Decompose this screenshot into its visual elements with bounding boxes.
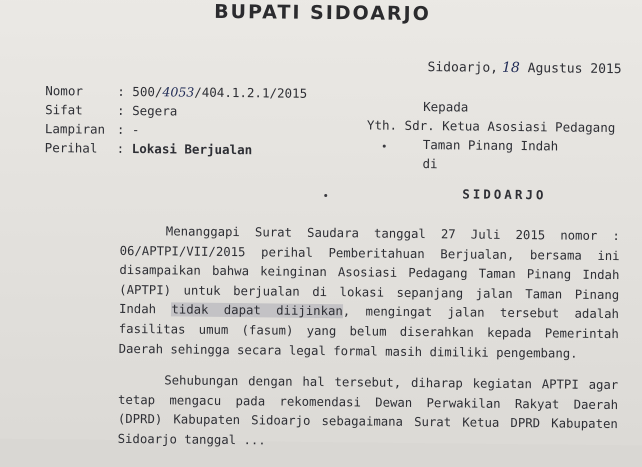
letter-meta: [45, 81, 308, 160]
recipient-line2: Taman Pinang Indah: [422, 137, 559, 154]
recipient-block: [366, 96, 615, 205]
recipient-kepada: Kepada: [423, 99, 469, 115]
handwritten-number: 4053: [162, 84, 195, 100]
meta-value-nomor: [117, 82, 307, 103]
nomor-prefix: : 500/: [117, 83, 163, 100]
meta-label-sifat: Sifat: [45, 102, 83, 118]
letterhead-title: BUPATI SIDOARJO: [214, 0, 431, 26]
paragraph-1-text-b: , mengingat jalan tersebut adalah fasilitas umum (fasum) yang belum diserahkan kepada Pemerintah Daerah sehingga secara legal formal masih dimiliki pengembang.: [118, 304, 620, 361]
meta-value-sifat: : Segera: [117, 102, 178, 119]
recipient-yth: Yth. Sdr.: [366, 117, 435, 134]
ink-speck: [324, 194, 327, 197]
meta-value-lampiran: : -: [116, 121, 140, 138]
month-year: Agustus 2015: [527, 61, 622, 78]
meta-label-nomor: Nomor: [45, 83, 84, 99]
perihal-colon: :: [116, 140, 125, 156]
handwritten-day: 18: [501, 59, 520, 77]
perihal-subject: Lokasi Berjualan: [131, 140, 253, 158]
body-paragraph-1: [119, 222, 620, 364]
meta-row-perihal: [45, 138, 307, 160]
recipient-line1: [367, 115, 616, 137]
meta-value-perihal: [117, 139, 253, 159]
place-label: Sidoarjo,: [427, 60, 499, 76]
body-paragraph-2: Sehubungan dengan hal tersebut, diharap kegiatan APTPI agar tetap mengacu pada rekomendasi Dewan Perwakilan Rakyat Daerah (DPRD) Kabupaten Sidoarjo sebagaimana Surat Ketua DPRD Kabupaten Sidoarjo tanggal ...: [117, 373, 619, 448]
meta-label-perihal: Perihal: [44, 140, 98, 156]
recipient-city: SIDOARJO: [462, 186, 547, 203]
nomor-suffix: /404.1.2.1/2015: [194, 84, 308, 101]
letter-body: [117, 222, 619, 467]
highlighted-phrase: tidak dapat diijinkan: [171, 302, 343, 319]
meta-label-lampiran: Lampiran: [44, 121, 106, 137]
recipient-di: di: [422, 156, 438, 172]
recipient-title: Ketua Asosiasi Pedagang: [442, 118, 616, 136]
paragraph-1-text-a: Menanggapi Surat Saudara tanggal 27 Juli 2015 nomor : 06/APTPI/VII/2015 perihal Pemberitahuan Berjualan, bersama ini disampaikan bahwa keinginan Asosiasi Pedagang Taman Pinang Indah (APTPI) untuk berjualan di lokasi sepanjang jalan Taman Pinang Indah: [118, 224, 620, 317]
ink-speck: [383, 145, 386, 148]
place-date: [427, 59, 621, 77]
